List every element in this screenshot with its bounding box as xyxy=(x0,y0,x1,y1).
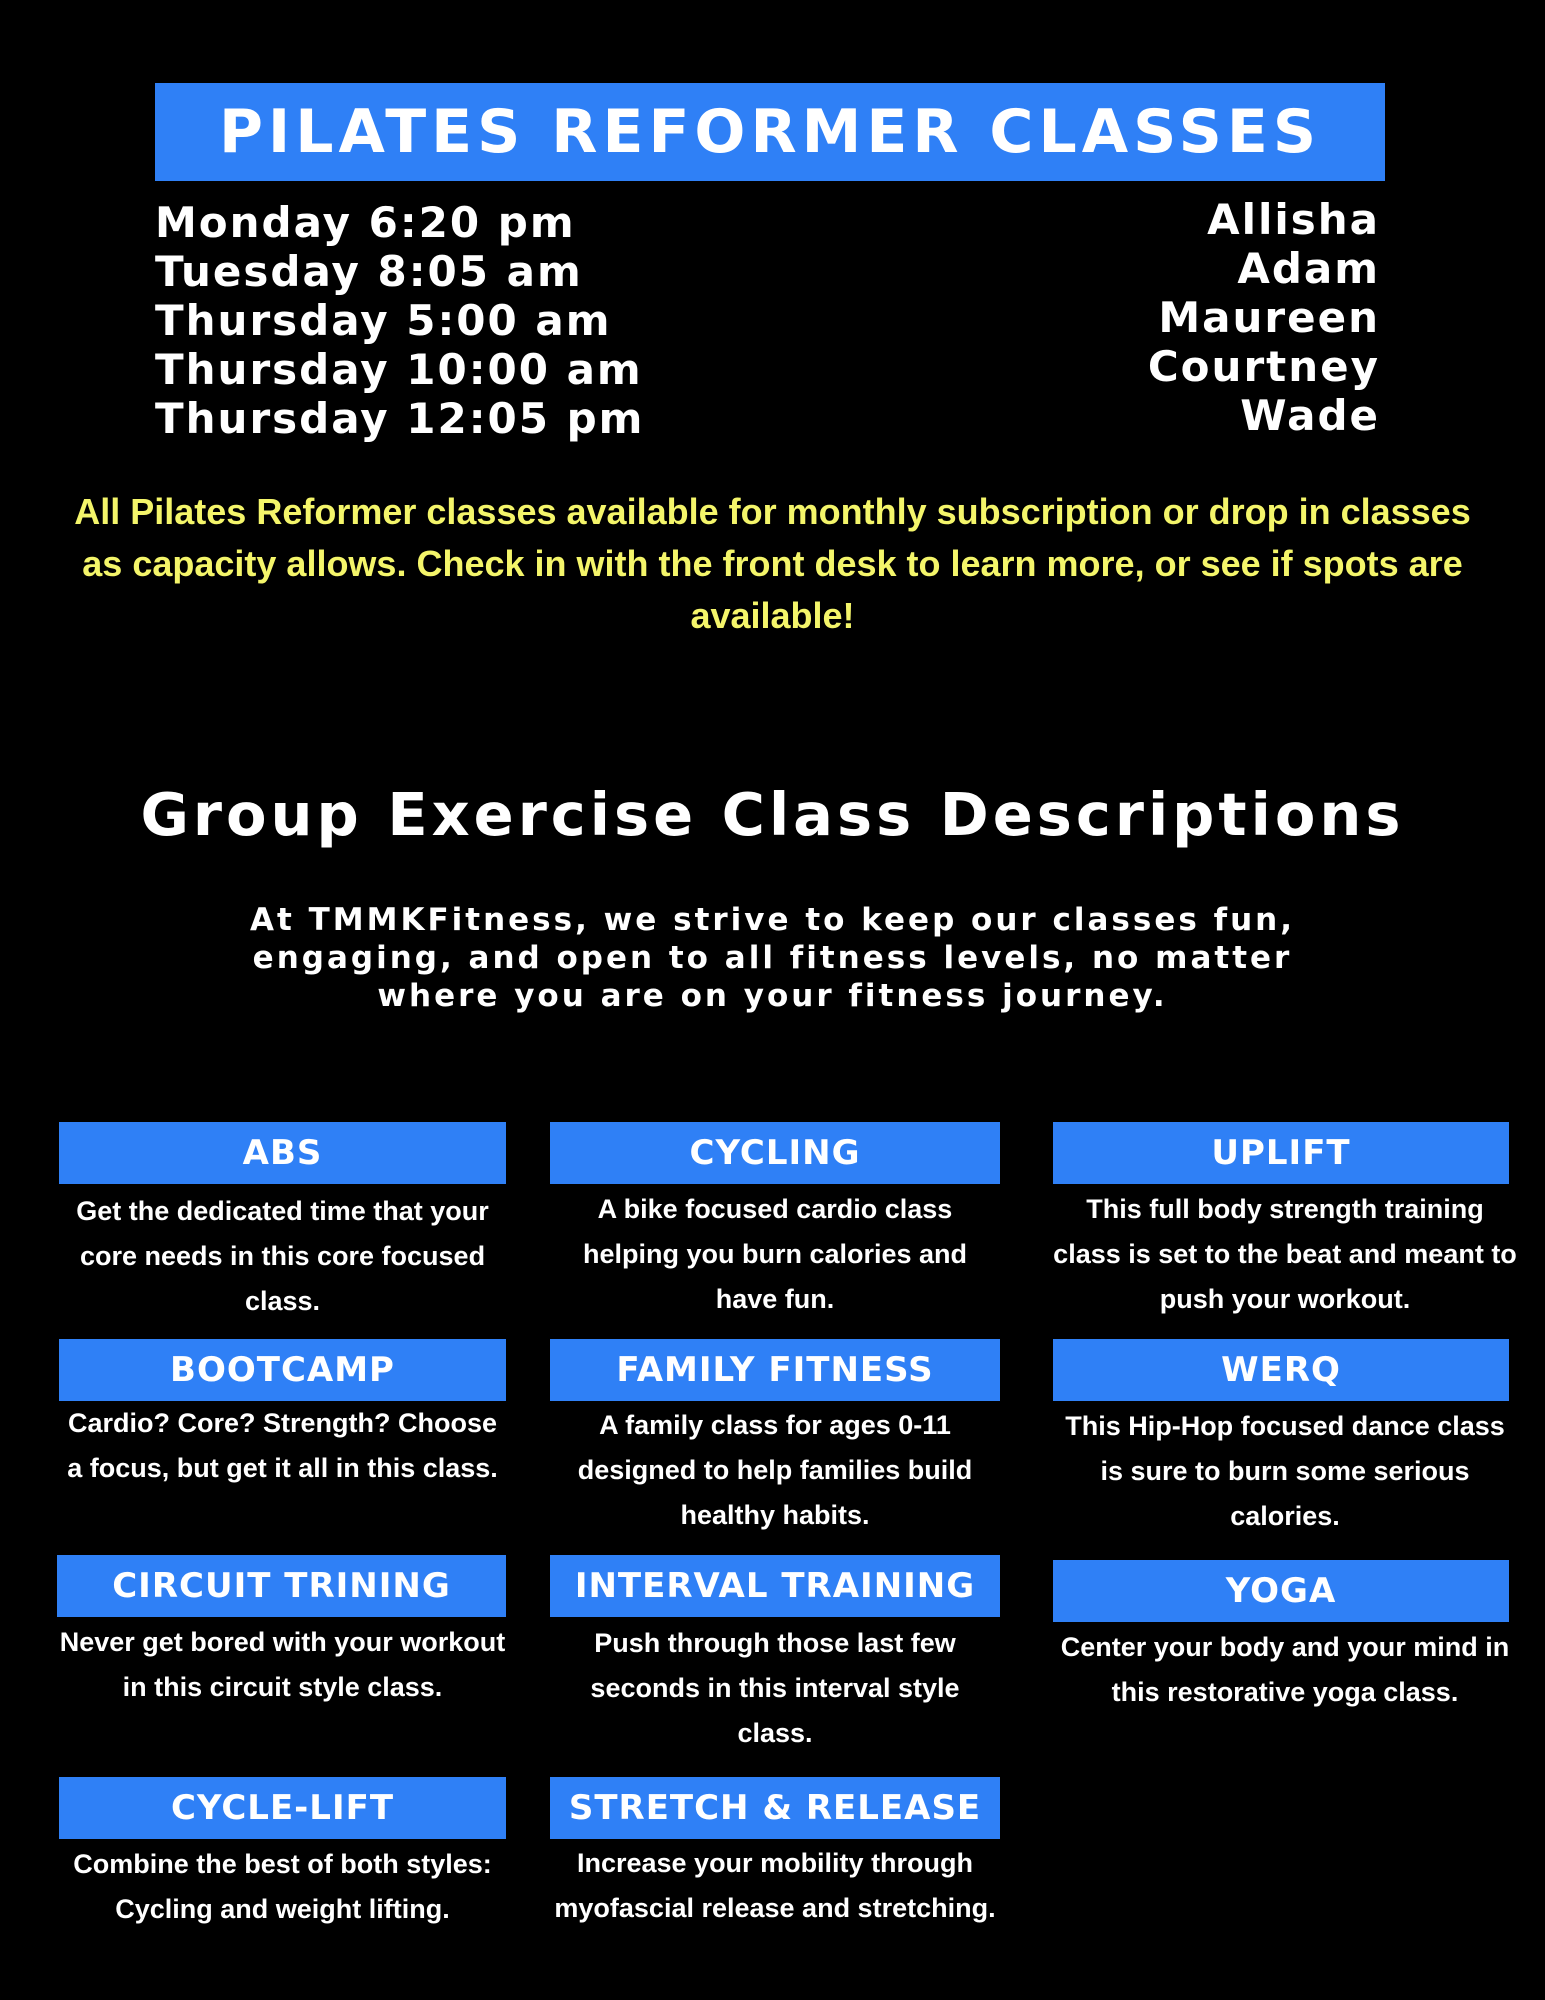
class-desc-cycle-lift: Combine the best of both styles: Cycling and weight lifting. xyxy=(73,1849,492,1924)
instructor-name: Maureen xyxy=(1158,293,1380,342)
title-banner xyxy=(155,83,1385,181)
class-desc-abs: Get the dedicated time that your core needs in this core focused class. xyxy=(76,1196,489,1316)
class-title-interval-training: INTERVAL TRAINING xyxy=(550,1555,1000,1617)
section-intro: At TMMKFitness, we strive to keep our classes fun, engaging, and open to all fitness levels, no matter where you are on your fitness journey. xyxy=(250,902,1295,1014)
page-title: PILATES REFORMER CLASSES xyxy=(218,97,1322,167)
class-title-yoga: YOGA xyxy=(1053,1560,1509,1622)
instructor-list xyxy=(980,195,1380,440)
class-desc-interval-training: Push through those last few seconds in this interval style class. xyxy=(590,1628,960,1748)
subscription-notice: All Pilates Reformer classes available for monthly subscription or drop in classes as capacity allows. Check in with the front desk to learn more, or see if spots are available! xyxy=(74,491,1471,636)
class-title-uplift: UPLIFT xyxy=(1053,1122,1509,1184)
class-desc-uplift: This full body strength training class is set to the beat and meant to push your workout. xyxy=(1053,1194,1517,1314)
class-title-cycle-lift: CYCLE-LIFT xyxy=(59,1777,506,1839)
instructor-name: Courtney xyxy=(1147,342,1380,391)
class-desc-yoga: Center your body and your mind in this restorative yoga class. xyxy=(1060,1632,1510,1707)
schedule-line: Thursday 5:00 am xyxy=(155,296,612,345)
class-title-bootcamp: BOOTCAMP xyxy=(59,1339,506,1401)
class-title-werq: WERQ xyxy=(1053,1339,1509,1401)
class-desc-bootcamp: Cardio? Core? Strength? Choose a focus, but get it all in this class. xyxy=(67,1408,498,1483)
instructor-name: Adam xyxy=(1237,244,1380,293)
class-desc-circuit-training: Never get bored with your workout in this circuit style class. xyxy=(59,1627,506,1702)
schedule-line: Thursday 12:05 pm xyxy=(155,394,645,443)
class-desc-family-fitness: A family class for ages 0-11 designed to help families build healthy habits. xyxy=(577,1410,973,1530)
section-title: Group Exercise Class Descriptions xyxy=(140,780,1405,849)
class-title-stretch-release: STRETCH & RELEASE xyxy=(550,1777,1000,1839)
schedule-line: Thursday 10:00 am xyxy=(155,345,643,394)
schedule-line: Monday 6:20 pm xyxy=(155,198,576,247)
class-schedule xyxy=(155,198,855,443)
instructor-name: Wade xyxy=(1240,391,1380,440)
schedule-line: Tuesday 8:05 am xyxy=(155,247,583,296)
class-desc-werq: This Hip-Hop focused dance class is sure to burn some serious calories. xyxy=(1065,1411,1505,1531)
instructor-name: Allisha xyxy=(1207,195,1380,244)
class-title-family-fitness: FAMILY FITNESS xyxy=(550,1339,1000,1401)
class-desc-cycling: A bike focused cardio class helping you burn calories and have fun. xyxy=(582,1194,968,1314)
class-desc-stretch-release: Increase your mobility through myofascial release and stretching. xyxy=(554,1848,996,1923)
class-title-cycling: CYCLING xyxy=(550,1122,1000,1184)
class-title-abs: ABS xyxy=(59,1122,506,1184)
class-title-circuit-training: CIRCUIT TRINING xyxy=(57,1555,506,1617)
